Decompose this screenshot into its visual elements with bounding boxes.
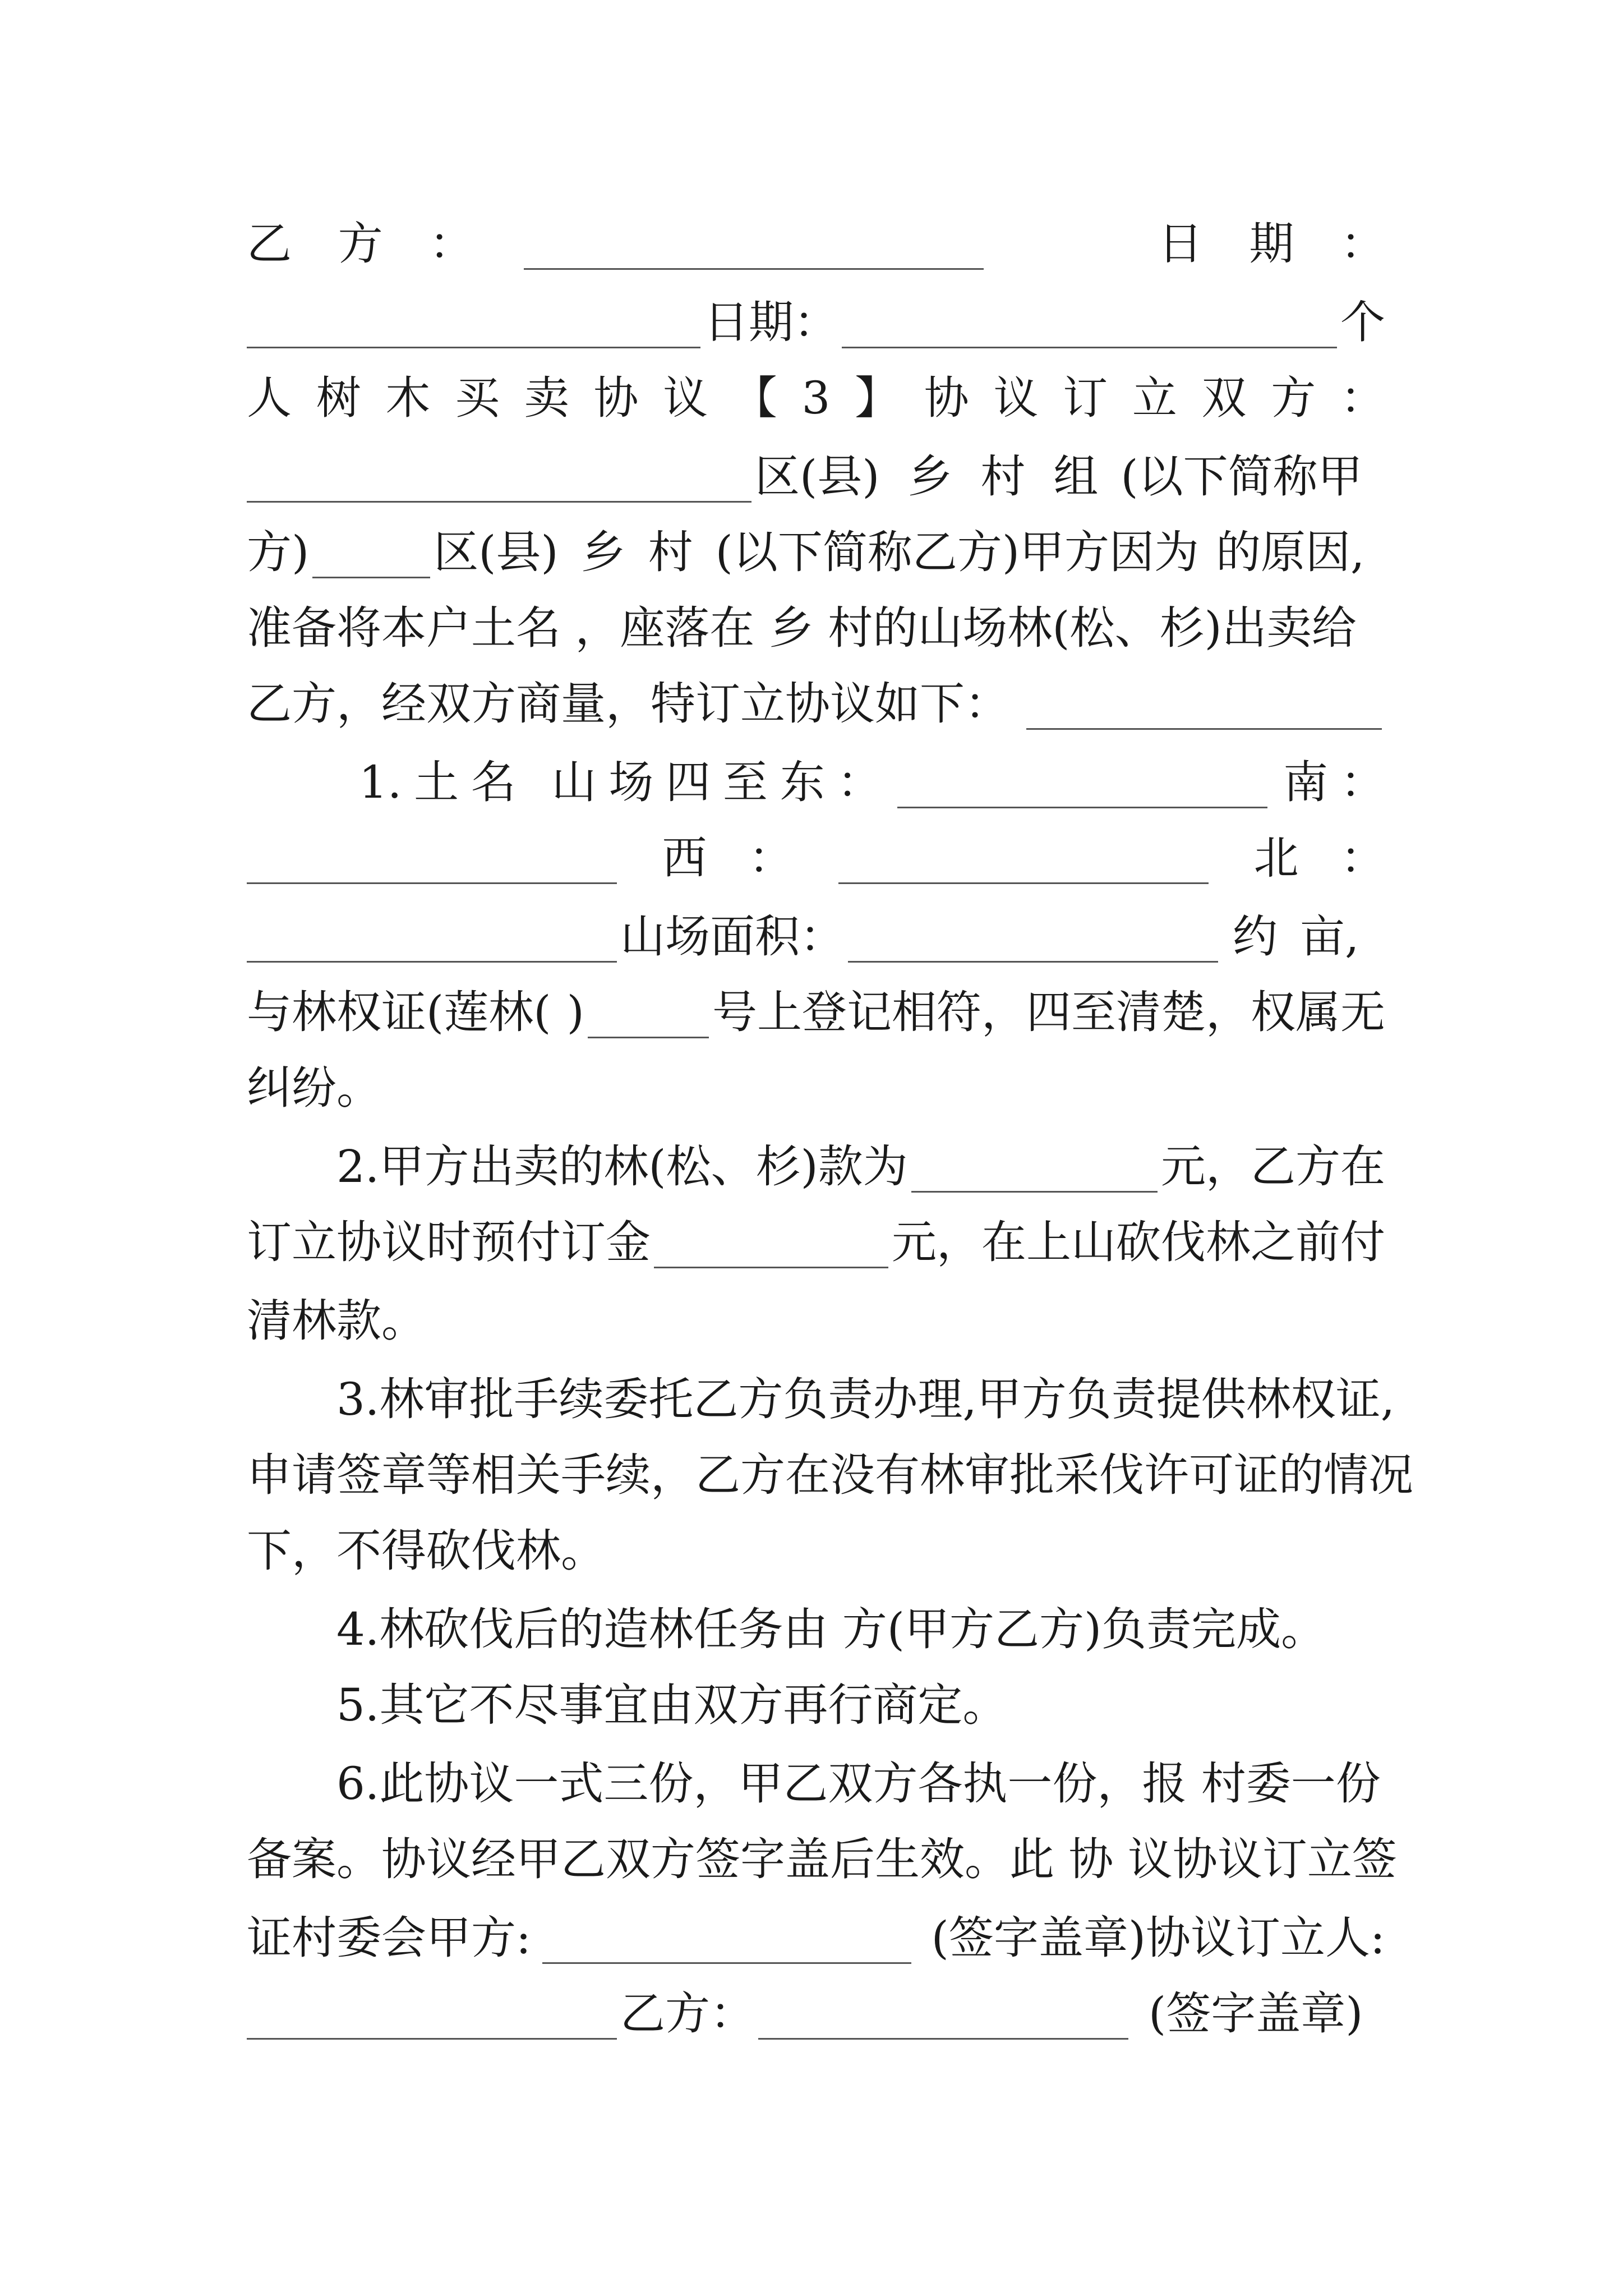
line-9 [247, 819, 1385, 898]
party-b-blank [524, 219, 984, 270]
blank [247, 912, 617, 963]
blank [838, 833, 1209, 884]
text: 场 [608, 756, 654, 808]
text: 土 [414, 756, 459, 808]
text: 5.其它不尽事宜由双方再行商定。 [336, 1679, 1008, 1731]
line-8 [247, 743, 1385, 822]
char: 买 [455, 372, 500, 424]
char: 树 [316, 372, 361, 424]
text: 元，乙方在 [1161, 1140, 1385, 1193]
text: ： [1340, 832, 1385, 884]
blank [312, 527, 430, 578]
text: (签字盖章)协议订立人: [931, 1912, 1385, 1964]
text: 南 [1283, 756, 1329, 808]
text: 村 [980, 450, 1026, 503]
text: ： [748, 832, 794, 884]
text: 申请签章等相关手续，乙方在没有林审批采伐许可证的情况 [247, 1449, 1413, 1501]
char: 卖 [524, 372, 569, 424]
line-13 [247, 1128, 1385, 1206]
char: 【 [732, 372, 777, 424]
blank [848, 912, 1218, 963]
char: 订 [1063, 372, 1108, 424]
line-18 [247, 1512, 1385, 1590]
text: 清林款。 [247, 1295, 426, 1347]
party-b-char1: 乙 [247, 218, 292, 270]
blank [542, 1913, 911, 1964]
text: ) [566, 986, 584, 1038]
text: 1. [359, 756, 402, 808]
text: ： [1340, 756, 1385, 808]
text: 组 [1053, 450, 1099, 503]
text: (以下简称乙方)甲方因为 [715, 526, 1200, 578]
text: 亩, [1300, 910, 1359, 963]
party-b-char2: 方 [338, 218, 383, 270]
colon: ： [1340, 218, 1385, 270]
text: 乡 [580, 526, 626, 578]
line-17 [247, 1436, 1413, 1515]
text: (签字盖章) [1149, 1987, 1363, 2040]
line-12 [247, 1049, 1385, 1128]
text: 乙方，经双方商量，特订立协议如下： [247, 678, 1009, 730]
line-11 [247, 973, 1385, 1052]
text: ： [837, 756, 882, 808]
line-7 [247, 665, 1385, 743]
blank [247, 452, 751, 503]
char: 议 [663, 372, 708, 424]
line-22 [247, 1820, 1397, 1899]
text: 证村委会甲方: [247, 1912, 531, 1964]
char: 协 [593, 372, 639, 424]
text: 四 [666, 756, 711, 808]
text: 名 [471, 756, 516, 808]
line-14 [247, 1203, 1385, 1282]
text: 2.甲方出卖的林(松、杉)款为 [336, 1140, 908, 1193]
char: 3 [801, 372, 831, 424]
blank [247, 297, 700, 348]
line-2 [247, 283, 1385, 362]
text: 至 [722, 756, 768, 808]
text: 备案。协议经甲乙双方签字盖后生效。此 协 议协议订立签 [247, 1833, 1397, 1885]
text: 的原因, [1216, 526, 1365, 578]
line-24 [247, 1975, 1385, 2053]
text: 区(县) [434, 526, 559, 578]
text: 乙方： [620, 1987, 755, 2040]
line-10 [247, 898, 1385, 976]
blank [758, 1989, 1128, 2040]
line-4 [247, 438, 1385, 516]
text: 4.林砍伐后的造林任务由 方(甲方乙方)负责完成。 [336, 1603, 1326, 1655]
date-char2: 期 [1249, 218, 1294, 270]
text: 西 [662, 832, 707, 884]
date-char1: 日 [1158, 218, 1203, 270]
text: 3.林审批手续委托乙方负责办理,甲方负责提供林权证, [336, 1373, 1395, 1425]
line-20 [247, 1666, 1385, 1745]
blank [842, 297, 1337, 348]
colon: ： [429, 218, 474, 270]
text: 区(县) [755, 450, 880, 503]
line-5 [247, 513, 1385, 592]
line-16 [247, 1360, 1395, 1439]
date-label: 日期： [704, 296, 838, 348]
blank [897, 757, 1267, 808]
text: 约 [1233, 910, 1278, 963]
text: (以下简称甲 [1121, 450, 1363, 503]
char: 双 [1201, 372, 1247, 424]
text: 山 [551, 756, 597, 808]
text: 与林权证(莲林( [247, 986, 551, 1038]
text: 村 [648, 526, 693, 578]
char: 】 [855, 372, 900, 424]
text: 元，在上山砍伐林之前付 [892, 1216, 1385, 1268]
blank [911, 1142, 1158, 1193]
char: 议 [993, 372, 1039, 424]
text: 乡 [907, 450, 953, 503]
blank [588, 987, 709, 1038]
blank [654, 1217, 888, 1268]
text: 个 [1340, 296, 1385, 348]
text: 山场面积： [620, 910, 845, 963]
line-3 [247, 359, 1385, 438]
text: 准备将本户土名 ，座落在 乡 村的山场林(松、杉)出卖给 [247, 602, 1357, 654]
line-6 [247, 589, 1385, 668]
text: 号上登记相符，四至清楚，权属无 [712, 986, 1385, 1038]
text: 方) [247, 526, 310, 578]
text: 纠纷。 [247, 1062, 381, 1114]
blank [1026, 679, 1382, 730]
line-15 [247, 1282, 1385, 1360]
char: ： [1340, 372, 1385, 424]
text: 6.此协议一式三份，甲乙双方各执一份，报 村委一份 [336, 1757, 1381, 1810]
text: 订立协议时预付订金 [247, 1216, 651, 1268]
blank [247, 833, 617, 884]
char: 人 [247, 372, 292, 424]
line-21 [247, 1745, 1385, 1823]
line-23 [247, 1899, 1385, 1977]
char: 协 [924, 372, 969, 424]
char: 木 [385, 372, 431, 424]
text: 下，不得砍伐林。 [247, 1525, 606, 1577]
line-19 [247, 1590, 1385, 1669]
text: 北 [1253, 832, 1299, 884]
line-1 [247, 205, 1385, 283]
char: 方 [1271, 372, 1316, 424]
blank [247, 1989, 617, 2040]
text: 东 [780, 756, 825, 808]
char: 立 [1132, 372, 1177, 424]
